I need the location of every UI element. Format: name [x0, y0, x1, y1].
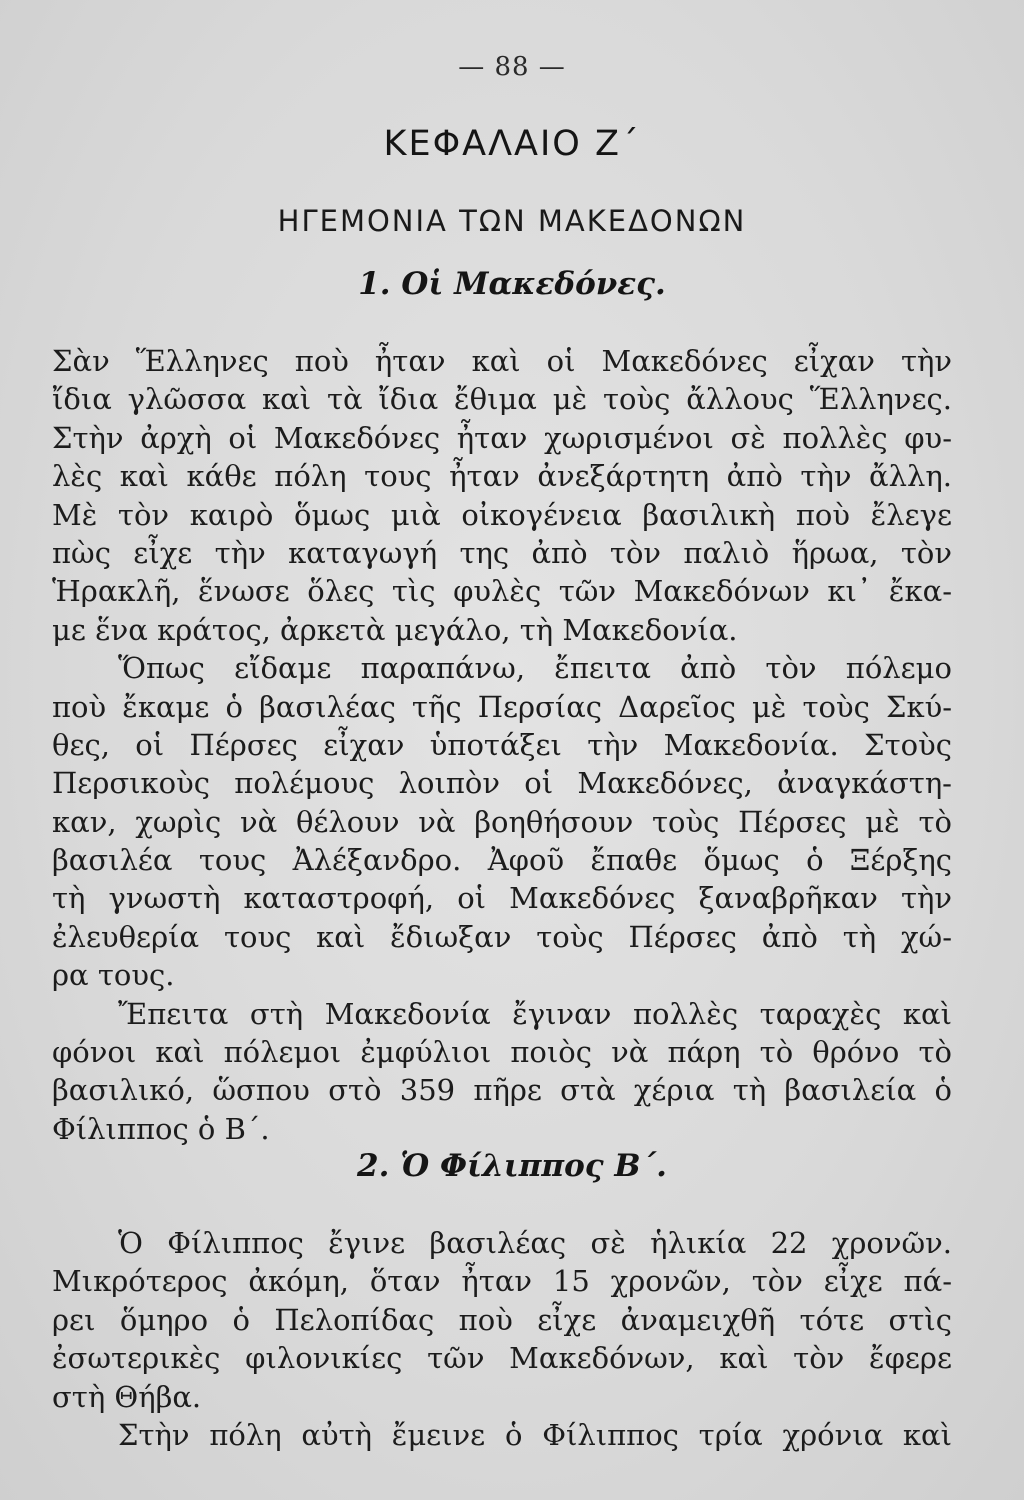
text-line: με ἕνα κράτος, ἀρκετὰ μεγάλο, τὴ Μακεδονία. [52, 612, 738, 647]
text-line: ἐλευθερία τους καὶ ἔδιωξαν τοὺς Πέρσες ἀπὸ τὴ χώ- [52, 919, 952, 954]
text-line: Στὴν πόλη αὐτὴ ἔμεινε ὁ Φίλιππος τρία χρόνια καὶ [118, 1417, 952, 1452]
section-1-body [52, 342, 952, 1148]
text-line: ποὺ ἔκαμε ὁ βασιλέας τῆς Περσίας Δαρεῖος μὲ τοὺς Σκύ- [52, 689, 952, 724]
text-line: βασιλικό, ὥσπου στὸ 359 πῆρε στὰ χέρια τὴ βασιλεία ὁ [52, 1073, 952, 1108]
text-line: θες, οἱ Πέρσες εἶχαν ὑποτάξει τὴν Μακεδονία. Στοὺς [52, 727, 952, 762]
chapter-heading: ΚΕΦΑΛΑΙΟ Ζ΄ [383, 124, 641, 164]
text-line: Σὰν Ἕλληνες ποὺ ἦταν καὶ οἱ Μακεδόνες εἶχαν τὴν [52, 344, 952, 378]
text-line: Ὅπως εἴδαμε παραπάνω, ἔπειτα ἀπὸ τὸν πόλεμο [118, 651, 952, 686]
text-line: καν, χωρὶς νὰ θέλουν νὰ βοηθήσουν τοὺς Πέρσες μὲ τὸ [52, 804, 952, 839]
text-line: τὴ γνωστὴ καταστροφή, οἱ Μακεδόνες ξαναβρῆκαν τὴν [52, 881, 952, 916]
text-line: Στὴν ἀρχὴ οἱ Μακεδόνες ἦταν χωρισμένοι σὲ πολλὲς φυ- [52, 420, 952, 455]
text-line: στὴ Θήβα. [52, 1379, 202, 1414]
section-2-body [52, 1224, 952, 1454]
text-line: Μικρότερος ἀκόμη, ὅταν ἦταν 15 χρονῶν, τὸν εἶχε πά- [52, 1264, 952, 1299]
text-line: Ἔπειτα στὴ Μακεδονία ἔγιναν πολλὲς ταραχὲς καὶ [118, 996, 952, 1031]
text-line: Περσικοὺς πολέμους λοιπὸν οἱ Μακεδόνες, ἀναγκάστη- [52, 766, 952, 801]
text-line: ρα τους. [52, 958, 175, 993]
page-number: — 88 — [458, 52, 566, 82]
section-title-2: 2. Ὁ Φίλιππος Β΄. [357, 1148, 667, 1184]
text-line: φόνοι καὶ πόλεμοι ἐμφύλιοι ποιὸς νὰ πάρη τὸ θρόνο τὸ [52, 1035, 952, 1070]
chapter-subtitle: ΗΓΕΜΟΝΙΑ ΤΩΝ ΜΑΚΕΔΟΝΩΝ [277, 204, 747, 238]
text-line: Φίλιππος ὁ Β΄. [52, 1111, 270, 1146]
text-line: Ὁ Φίλιππος ἔγινε βασιλέας σὲ ἡλικία 22 χρονῶν. [118, 1226, 952, 1260]
section-title-1: 1. Οἱ Μακεδόνες. [358, 266, 666, 302]
text-line: ἴδια γλῶσσα καὶ τὰ ἴδια ἔθιμα μὲ τοὺς ἄλλους Ἕλληνες. [52, 382, 952, 417]
text-line: Μὲ τὸν καιρὸ ὅμως μιὰ οἰκογένεια βασιλικὴ ποὺ ἔλεγε [52, 497, 952, 532]
text-line: λὲς καὶ κάθε πόλη τους ἦταν ἀνεξάρτητη ἀπὸ τὴν ἄλλη. [52, 459, 952, 494]
text-line: πὼς εἶχε τὴν καταγωγή της ἀπὸ τὸν παλιὸ ἥρωα, τὸν [52, 535, 952, 570]
text-line: Ἡρακλῆ, ἕνωσε ὅλες τὶς φυλὲς τῶν Μακεδόνων κι᾿ ἔκα- [52, 574, 952, 609]
text-line: ἐσωτερικὲς φιλονικίες τῶν Μακεδόνων, καὶ τὸν ἔφερε [52, 1341, 952, 1376]
text-line: ρει ὅμηρο ὁ Πελοπίδας ποὺ εἶχε ἀναμειχθῆ τότε στὶς [52, 1302, 952, 1337]
text-line: βασιλέα τους Ἀλέξανδρο. Ἀφοῦ ἔπαθε ὅμως ὁ Ξέρξης [52, 843, 952, 878]
